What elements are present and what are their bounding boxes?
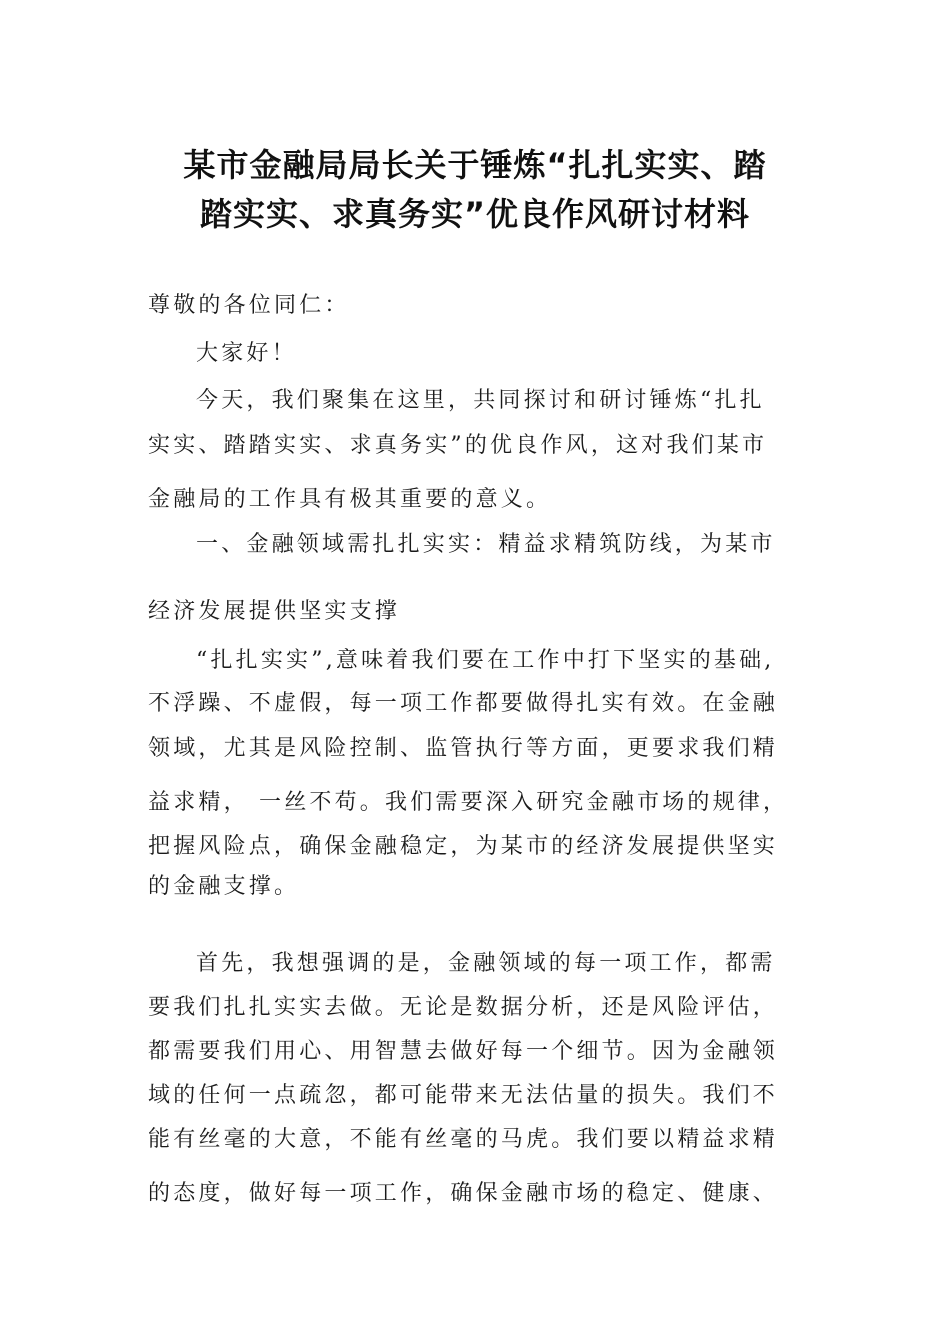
document-title-line-2: 踏实实、求真务实”优良作风研讨材料 (199, 195, 751, 233)
body-line: 今天，我们聚集在这里，共同探讨和研讨锤炼“扎扎 (196, 388, 765, 413)
section-heading-line-1: 一、金融领域需扎扎实实：精益求精筑防线，为某市 (196, 532, 776, 557)
body-line: 益求精， 一丝不苟。我们需要深入研究金融市场的规律， (148, 790, 789, 815)
body-line: 首先，我想强调的是，金融领域的每一项工作，都需 (196, 951, 776, 976)
body-line: 都需要我们用心、用智慧去做好每一个细节。因为金融领 (148, 1039, 779, 1064)
greeting: 大家好！ (196, 341, 297, 366)
body-line: 能有丝毫的大意，不能有丝毫的马虎。我们要以精益求精 (148, 1127, 779, 1152)
body-line: 的态度，做好每一项工作，确保金融市场的稳定、健康、 (148, 1181, 779, 1206)
body-line: 实实、踏踏实实、求真务实”的优良作风，这对我们某市 (148, 433, 768, 458)
body-line: 金融局的工作具有极其重要的意义。 (148, 487, 552, 512)
body-line: 域的任何一点疏忽，都可能带来无法估量的损失。我们不 (148, 1083, 779, 1108)
document-title-line-1: 某市金融局局长关于锤炼“扎扎实实、踏 (183, 146, 767, 184)
body-line: “扎扎实实”,意味着我们要在工作中打下坚实的基础, (196, 648, 775, 673)
body-line: 要我们扎扎实实去做。无论是数据分析，还是风险评估， (148, 995, 779, 1020)
salutation: 尊敬的各位同仁： (148, 293, 350, 318)
body-line: 不浮躁、不虚假，每一项工作都要做得扎实有效。在金融 (148, 691, 779, 716)
body-line: 领域，尤其是风险控制、监管执行等方面，更要求我们精 (148, 736, 779, 761)
body-line: 把握风险点，确保金融稳定，为某市的经济发展提供坚实 (148, 834, 779, 859)
section-heading-line-2: 经济发展提供坚实支撑 (148, 599, 401, 624)
body-line: 的金融支撑。 (148, 874, 300, 899)
